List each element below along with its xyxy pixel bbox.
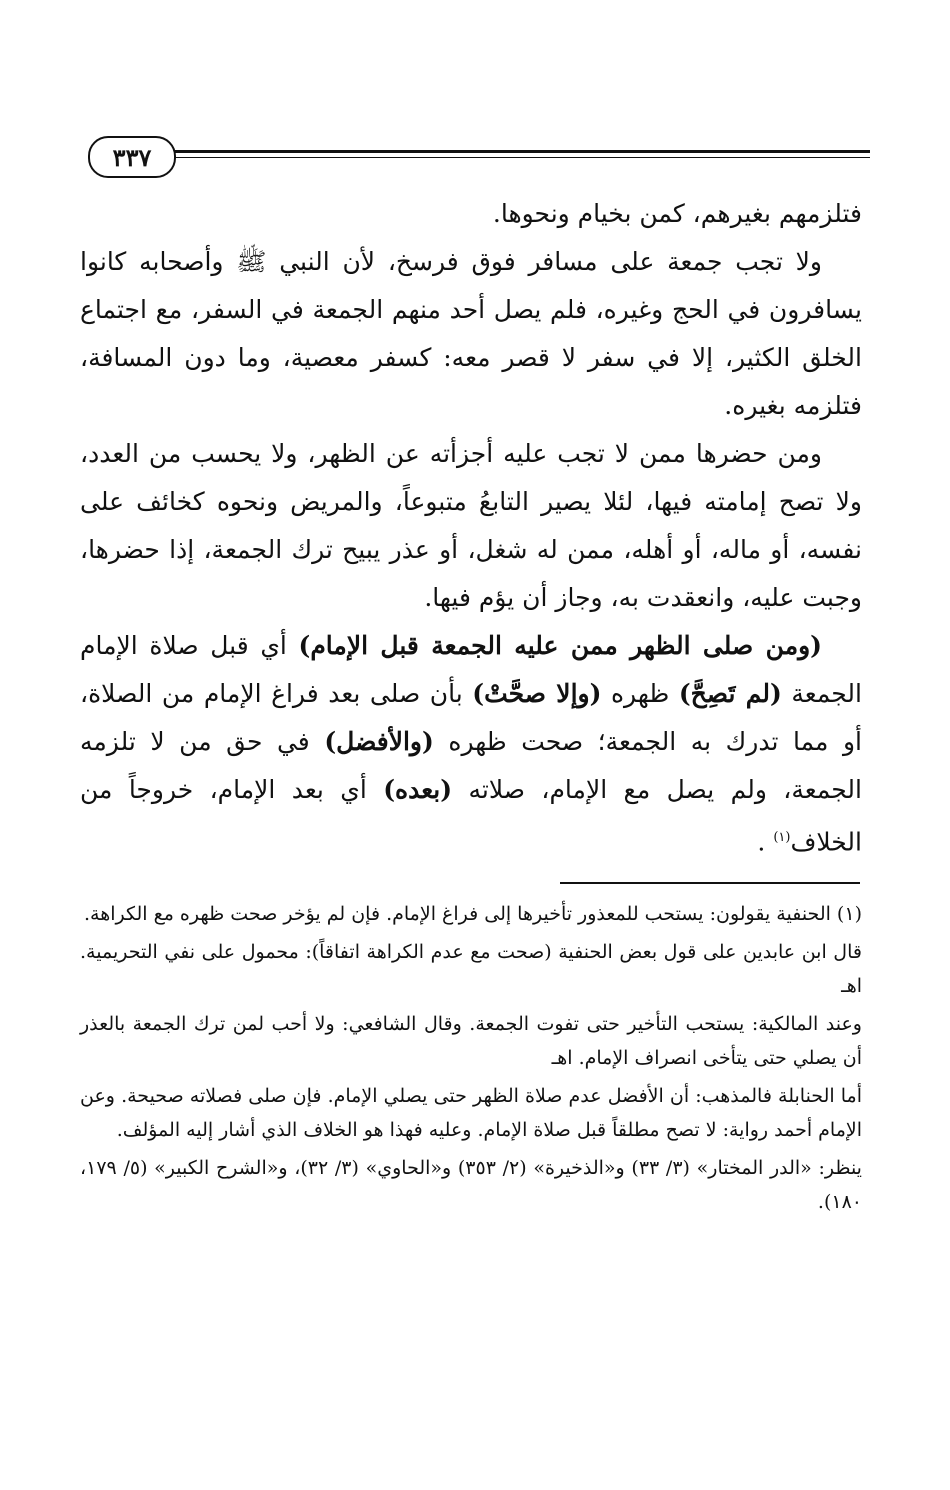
matn-quote-4: (والأفضل)	[324, 727, 434, 756]
paragraph-3: ومن حضرها ممن لا تجب عليه أجزأته عن الظهر، ولا يحسب من العدد، ولا تصح إمامته فيها، لئلا يصير التابعُ متبوعاً، والمريض ونحوه كخائف على نفسه، أو ماله، أو أهله، ممن له شغل، أو عذر يبيح ترك الجمعة، إذا حضرها، وجبت عليه، وانعقدت به، وجاز أن يؤم فيها.	[80, 439, 862, 612]
footnote-ref[interactable]: (١)	[773, 830, 791, 845]
page-number-badge	[88, 136, 176, 178]
commentary-5: أي بعد الإمام، خروجاً من الخلاف	[80, 775, 862, 857]
footnote-hanbali-note: أما الحنابلة فالمذهب: أن الأفضل عدم صلاة الظهر حتى يصلي الإمام. فإن صلى فصلاته صحيحة. وعن الإمام أحمد رواية: لا تصح مطلقاً قبل صلاة الإمام. وعليه فهذا هو الخلاف الذي أشار إليه المؤلف.	[80, 1085, 862, 1141]
page-number: ٣٣٧	[112, 142, 152, 172]
commentary-2: ظهره	[601, 679, 679, 708]
paragraph-2: ولا تجب جمعة على مسافر فوق فرسخ، لأن النبي ﷺ وأصحابه كانوا يسافرون في الحج وغيره، فلم يصل أحد منهم الجمعة في السفر، مع اجتماع الخلق الكثير، إلا في سفر لا قصر معه: كسفر معصية، وما دون المسافة، فتلزمه بغيره.	[80, 247, 862, 420]
footnote-references: ينظر: «الدر المختار» (٣/ ٣٣) و«الذخيرة» (٢/ ٣٥٣) و«الحاوي» (٣/ ٣٢)، و«الشرح الكبير» (٥/ ١٧٩، ١٨٠).	[80, 1157, 862, 1213]
commentary-1: أي قبل صلاة الإمام الجمعة	[80, 631, 862, 708]
paragraph-end: .	[757, 827, 774, 857]
footnote-hanafi-note: قال ابن عابدين على قول بعض الحنفية (صحت مع عدم الكراهة اتفاقاً): محمول على نفي التحريمية. اهـ	[80, 941, 862, 997]
footnotes	[80, 897, 862, 1223]
matn-quote-5: (بعده)	[383, 775, 453, 804]
footnote-maliki-note: وعند المالكية: يستحب التأخير حتى تفوت الجمعة. وقال الشافعي: ولا أحب لمن ترك الجمعة بالعذر أن يصلي حتى يتأخى انصراف الإمام. اهـ	[80, 1013, 862, 1069]
footnote-1: (١) الحنفية يقولون: يستحب للمعذور تأخيرها إلى فراغ الإمام. فإن لم يؤخر صحت ظهره مع الكراهة.	[83, 903, 862, 925]
footnote-separator	[560, 882, 860, 884]
header-rule	[160, 150, 870, 153]
paragraph-4	[80, 622, 862, 866]
matn-quote-2: (لم تَصِحَّ)	[678, 679, 782, 708]
matn-quote-1: (ومن صلى الظهر ممن عليه الجمعة قبل الإمام)	[298, 631, 823, 660]
main-text	[80, 190, 862, 866]
matn-quote-3: (وإلا صحَّتْ)	[472, 679, 602, 708]
commentary-3: بأن صلى بعد فراغ الإمام من الصلاة، أو مما تدرك به الجمعة؛ صحت ظهره	[80, 679, 862, 756]
commentary-4: في حق من لا تلزمه الجمعة، ولم يصل مع الإمام، صلاته	[80, 727, 862, 804]
paragraph-1: فتلزمهم بغيرهم، كمن بخيام ونحوها.	[492, 199, 862, 228]
header-rule-thin	[160, 157, 870, 158]
